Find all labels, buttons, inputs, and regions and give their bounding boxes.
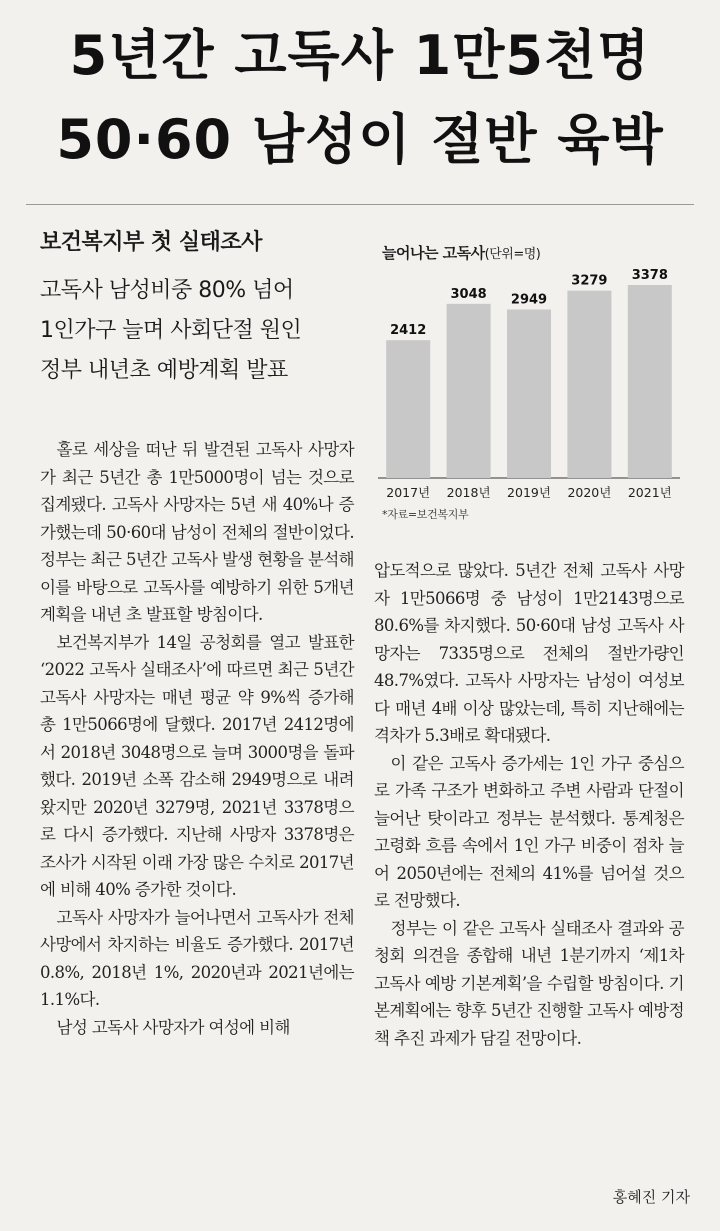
headline-divider	[26, 204, 694, 205]
byline: 홍혜진 기자	[612, 1188, 690, 1206]
chart-data-label-2: 2949	[510, 292, 548, 308]
subheadline-line: 고독사 남성비중 80% 넘어	[40, 278, 294, 303]
chart-x-tick-label-3: 2020년	[567, 485, 612, 500]
article-paragraph: 정부는 이 같은 고독사 실태조사 결과와 공청회 의견을 종합해 내년 1분기까지 ‘제1차 고독사 예방 기본계획’을 수립할 방침이다. 기본계획에는 향후 5년간 진행할 고독사 예방정책 추진 과제가 담길 전망이다.	[374, 918, 684, 1048]
article-paragraph: 압도적으로 많았다. 5년간 전체 고독사 사망자 1만5066명 중 남성이 1만2143명으로 80.6%를 차지했다. 50·60대 남성 고독사 사망자는 7335명으로 전체의 절반가량인 48.7%였다. 고독사 사망자는 남성이 여성보다 매년 4배 이상 많았는데, 특히 지난해에는 격차가 5.3배로 확대됐다.	[374, 561, 684, 745]
headline	[0, 14, 720, 182]
subheadline-line: 정부 내년초 예방계획 발표	[40, 358, 288, 383]
chart-x-tick-label-4: 2021년	[627, 485, 672, 500]
article-paragraph: 남성 고독사 사망자가 여성에 비해	[56, 1017, 290, 1037]
article-paragraph: 이 같은 고독사 증가세는 1인 가구 중심으로 가족 구조가 변화하고 주변 사람과 단절이 늘어난 탓이라고 정부는 분석했다. 통계청은 고령화 흐름 속에서 1인 가구 비중이 점차 늘어 2050년에는 전체의 41%를 넘어설 것으로 전망했다.	[374, 753, 684, 910]
chart-x-tick-label-1: 2018년	[446, 485, 491, 500]
chart-bar-3	[567, 291, 611, 478]
article-paragraph: 홀로 세상을 떠난 뒤 발견된 고독사 사망자가 최근 5년간 총 1만5000명이 넘는 것으로 집계됐다. 고독사 사망자는 5년 새 40%나 증가했는데 50·60대 남성이 전체의 절반이었다. 정부는 최근 5년간 고독사 발생 현황을 분석해 이를 바탕으로 고독사를 예방하기 위한 5개년 계획을 내년 초 발표할 방침이다.	[40, 440, 354, 624]
chart-plot	[374, 236, 684, 526]
chart-bar-0	[386, 340, 430, 478]
article-body-right-column	[374, 557, 684, 1052]
chart-data-label-4: 3378	[631, 267, 668, 283]
lonely-death-bar-chart	[374, 236, 684, 526]
chart-bar-4	[628, 285, 672, 478]
chart-data-label-3: 3279	[571, 273, 608, 289]
chart-x-tick-label-2: 2019년	[507, 485, 551, 500]
chart-source: *자료=보건복지부	[382, 508, 469, 521]
chart-data-label-1: 3048	[450, 286, 487, 302]
subheadline-line: 1인가구 늘며 사회단절 원인	[40, 318, 302, 343]
chart-title-text: 늘어나는 고독사	[382, 244, 485, 262]
article-paragraph: 보건복지부가 14일 공청회를 열고 발표한 ‘2022 고독사 실태조사’에 따르면 최근 5년간 고독사 사망자는 매년 평균 약 9%씩 증가해 총 1만5066명에 달했다. 2017년 2412명에서 2018년 3048명으로 늘며 3000명을 돌파했다. 2019년 소폭 감소해 2949명으로 내려왔지만 2020년 3279명, 2021년 3378명으로 다시 증가했다. 지난해 사망자 3378명은 조사가 시작된 이래 가장 많은 수치로 2017년에 비해 40% 증가한 것이다.	[40, 632, 354, 899]
article-paragraph: 고독사 사망자가 늘어나면서 고독사가 전체 사망에서 차지하는 비율도 증가했다. 2017년 0.8%, 2018년 1%, 2020년과 2021년에는 1.1%다.	[40, 907, 354, 1009]
subheadline-kicker: 보건복지부 첫 실태조사	[40, 230, 262, 255]
headline-line-1: 5년간 고독사 1만5천명	[69, 24, 651, 87]
chart-x-tick-label-0: 2017년	[386, 485, 431, 500]
headline-line-2: 50·60 남성이 절반 육박	[56, 108, 664, 171]
chart-unit-label: (단위=명)	[484, 247, 541, 262]
subheadline-block	[40, 225, 360, 391]
chart-data-label-0: 2412	[390, 323, 427, 339]
article-body-left-column	[40, 436, 354, 1041]
chart-bar-1	[447, 304, 491, 478]
chart-bar-2	[507, 309, 551, 478]
